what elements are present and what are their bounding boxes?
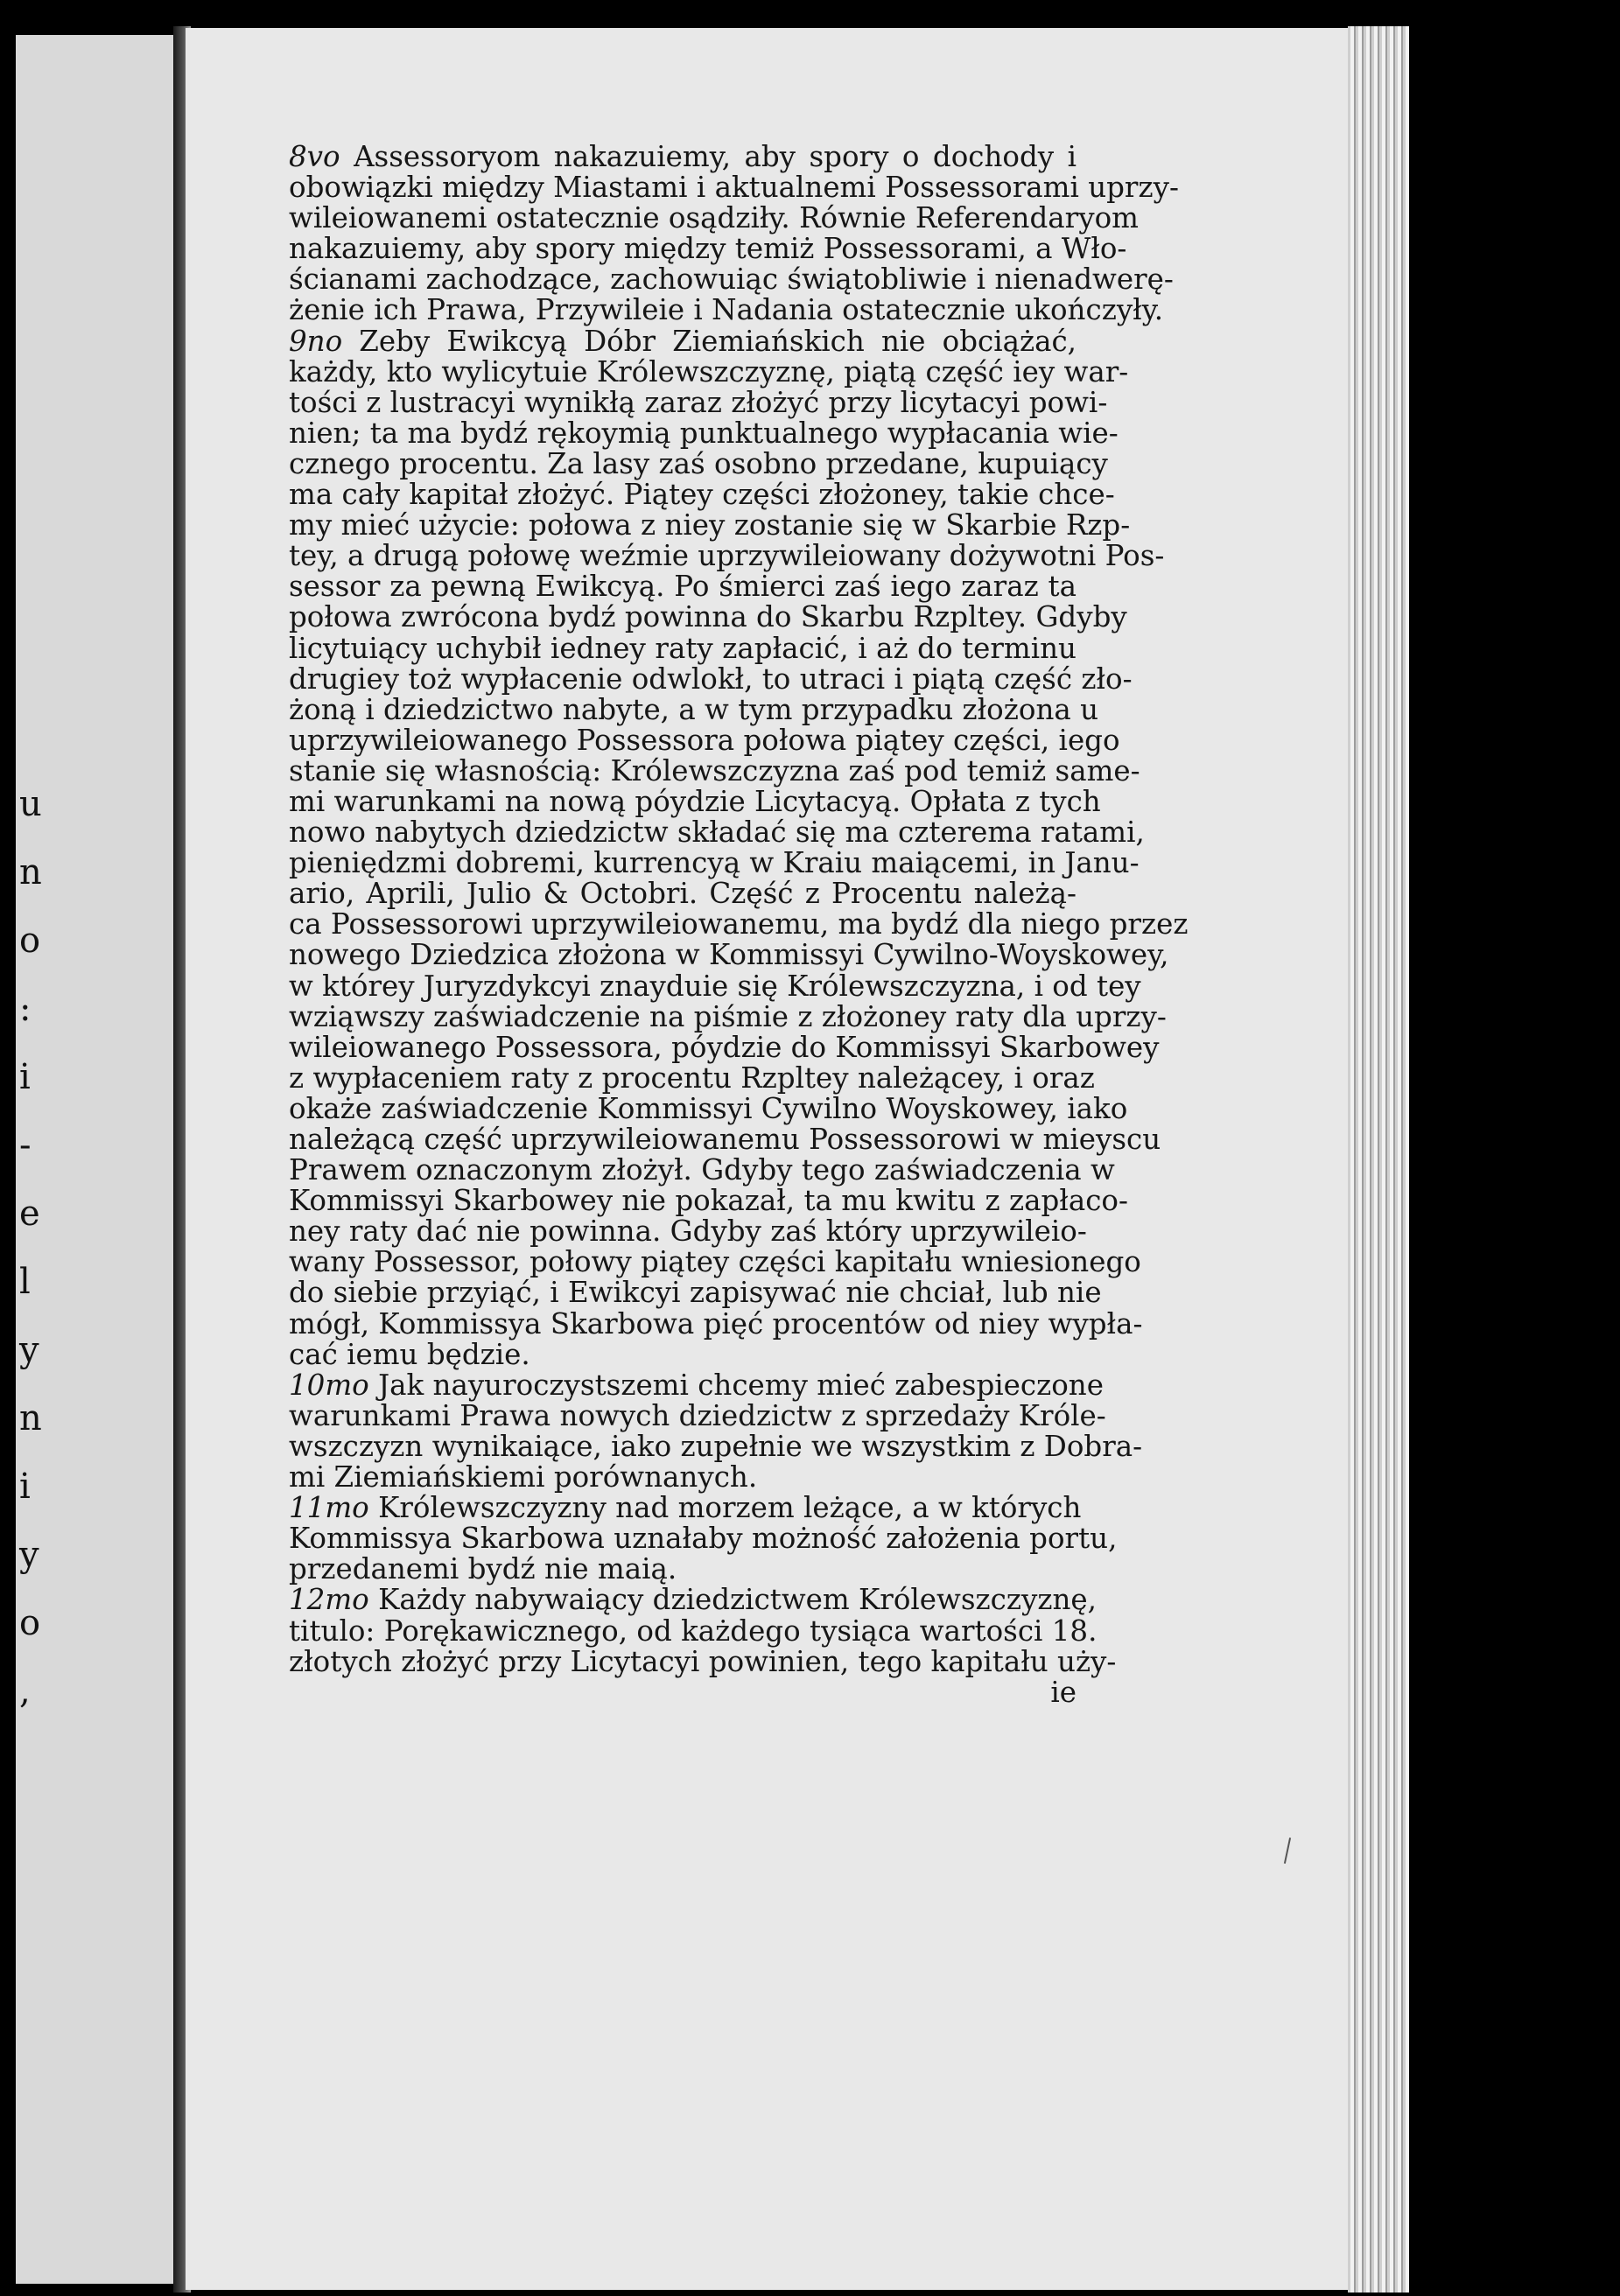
line-text: złotych złożyć przy Licytacyi powinien, tego kapitału uży- (289, 1644, 1117, 1678)
line-text: wszczyzn wynikaiące, iako zupełnie we wszystkim z Dobra- (289, 1429, 1143, 1463)
text-line (289, 142, 1076, 172)
line-text: ie (1050, 1675, 1076, 1709)
line-text: przedanemi bydź nie maią. (289, 1552, 677, 1586)
text-line (289, 1462, 1076, 1493)
page-stack-edge (1348, 26, 1409, 2292)
left-margin-mark: - (19, 1125, 32, 1166)
text-line (289, 662, 1133, 696)
left-margin-mark: l (19, 1262, 31, 1302)
text-line (289, 1123, 1161, 1156)
text-line (289, 446, 1108, 480)
line-text: ma cały kapitał złożyć. Piątey części złożoney, takie chce- (289, 478, 1115, 512)
line-text: obowiązki między Miastami i aktualnemi Possessorami uprzy- (289, 171, 1179, 205)
text-line (289, 1276, 1102, 1310)
text-line (289, 508, 1131, 542)
text-line (289, 692, 1099, 726)
line-text: Królewszczyzny nad morzem leżące, a w których (368, 1491, 1082, 1525)
left-margin-mark: n (19, 1398, 42, 1438)
left-margin-mark: : (19, 989, 32, 1029)
left-margin-mark: e (19, 1194, 40, 1234)
text-line (289, 1030, 1160, 1064)
line-text: Assessoryom nakazuiemy, aby spory o dochody i (340, 140, 1076, 173)
line-text: nowo nabytych dziedzictw składać się ma czterema ratami, (289, 816, 1145, 850)
line-text: żenie ich Prawa, Przywileie i Nadania ostatecznie ukończyły. (289, 293, 1164, 327)
line-text: należącą część uprzywileiowanemu Possessorowi w mieyscu (289, 1123, 1161, 1156)
line-text: nowego Dziedzica złożona w Kommissyi Cywilno-Woyskowey, (289, 938, 1169, 972)
line-text: mi warunkami na nową póydzie Licytacyą. Opłata z tych (289, 784, 1101, 818)
line-text: wileiowanemi ostatecznie osądziły. Równie Referendaryom (289, 201, 1139, 235)
line-text: Każdy nabywaiący dziedzictwem Królewszczyznę, (368, 1583, 1097, 1617)
previous-page-edge (16, 35, 175, 2284)
text-line (289, 1554, 1076, 1585)
line-text: do siebie przyiąć, i Ewikcyi zapisywać nie chciał, lub nie (289, 1276, 1102, 1310)
text-line (289, 1677, 1076, 1708)
left-margin-mark: o (19, 1603, 41, 1643)
text-line (289, 878, 1076, 909)
text-line (289, 1491, 1082, 1525)
text-line (289, 1398, 1106, 1432)
line-text: mógł, Kommissya Skarbowa pięć procentów od niey wypła- (289, 1306, 1143, 1340)
text-line (289, 1614, 1098, 1648)
line-text: nien; ta ma bydź rękoymią punktualnego wypłacania wie- (289, 416, 1119, 450)
left-margin-mark: i (19, 1057, 31, 1097)
line-text: wany Possessor, połowy piątey części kapitału wniesionego (289, 1245, 1141, 1279)
text-line (289, 753, 1140, 788)
line-text: Prawem oznaczonym złożył. Gdyby tego zaświadczenia w (289, 1153, 1115, 1187)
text-line (289, 1184, 1128, 1218)
text-line (289, 631, 1076, 665)
line-text: ścianami zachodzące, zachowuiąc świątobliwie i nienadwerę- (289, 262, 1174, 297)
text-line (289, 478, 1115, 512)
left-margin-mark: n (19, 852, 42, 892)
line-text: Jak nayuroczystszemi chcemy mieć zabespieczone (368, 1368, 1104, 1402)
left-margin-mark: , (19, 1671, 31, 1712)
text-line (289, 1583, 1097, 1617)
line-text: mi Ziemiańskiemi porównanych. (289, 1460, 758, 1494)
text-line (289, 262, 1174, 297)
line-text: pieniędzmi dobremi, kurrencyą w Kraiu maiącemi, in Janu- (289, 846, 1140, 880)
text-line (289, 232, 1127, 266)
text-line (289, 293, 1164, 327)
line-text: ca Possessorowi uprzywileiowanemu, ma bydź dla niego przez (289, 907, 1189, 942)
text-line (289, 1522, 1118, 1556)
line-text: sessor za pewną Ewikcyą. Po śmierci zaś iego zaraz ta (289, 570, 1076, 604)
line-text: my mieć użycie: połowa z niey zostanie się w Skarbie Rzp- (289, 508, 1131, 542)
text-line (289, 1429, 1143, 1463)
text-line (289, 326, 1076, 357)
paragraph-number: 10mo (289, 1368, 369, 1402)
text-line (289, 539, 1165, 573)
left-margin-marks (19, 770, 54, 1726)
text-line (289, 816, 1145, 850)
line-text: warunkami Prawa nowych dziedzictw z sprzedaży Króle- (289, 1398, 1106, 1432)
text-line (289, 385, 1108, 419)
left-margin-mark: y (19, 1535, 39, 1575)
text-line (289, 938, 1169, 972)
line-text: Kommissyi Skarbowey nie pokazał, ta mu kwitu z zapłaco- (289, 1184, 1128, 1218)
line-text: okaże zaświadczenie Kommissyi Cywilno Woyskowey, iako (289, 1091, 1128, 1125)
line-text: w którey Juryzdykcyi znayduie się Królewszczyzna, i od tey (289, 969, 1141, 1003)
line-text: uprzywileiowanego Possessora połowa piątey części, iego (289, 723, 1120, 757)
paragraph-number: 8vo (289, 140, 340, 173)
line-text: połowa zwrócona bydź powinna do Skarbu Rzpltey. Gdyby (289, 600, 1127, 634)
paragraph-number: 11mo (289, 1491, 369, 1525)
line-text: cznego procentu. Za lasy zaś osobno przedane, kupuiący (289, 446, 1108, 480)
line-text: cać iemu będzie. (289, 1337, 530, 1371)
text-line (289, 1153, 1115, 1187)
text-line (289, 846, 1140, 880)
text-line (289, 354, 1129, 388)
line-text: stanie się własnością: Królewszczyzna zaś pod temiż same- (289, 753, 1140, 788)
text-line (289, 600, 1127, 634)
line-text: licytuiący uchybił iedney raty zapłacić, i aż do terminu (289, 631, 1076, 665)
line-text: wileiowanego Possessora, póydzie do Kommissyi Skarbowey (289, 1030, 1160, 1064)
line-text: ney raty dać nie powinna. Gdyby zaś który uprzywileio- (289, 1214, 1087, 1249)
line-text: żoną i dziedzictwo nabyte, a w tym przypadku złożona u (289, 692, 1099, 726)
left-margin-mark: i (19, 1466, 31, 1507)
left-margin-mark: u (19, 784, 42, 824)
text-line (289, 171, 1179, 205)
text-line (289, 969, 1141, 1003)
page-text-block (289, 140, 1189, 1709)
text-line (289, 416, 1119, 450)
line-text: tości z lustracyi wynikłą zaraz złożyć przy licytacyi powi- (289, 385, 1108, 419)
text-line (289, 1337, 1076, 1371)
line-text: ario, Aprili, Julio & Octobri. Część z Procentu należą- (289, 877, 1076, 911)
left-margin-mark: o (19, 920, 41, 961)
text-line (289, 1245, 1141, 1279)
text-line (289, 1644, 1117, 1678)
text-line (289, 999, 1167, 1033)
line-text: wziąwszy zaświadczenie na piśmie z złożoney raty dla uprzy- (289, 999, 1167, 1033)
line-text: z wypłaceniem raty z procentu Rzpltey należącey, i oraz (289, 1060, 1095, 1095)
text-line (289, 1091, 1128, 1125)
line-text: titulo: Porękawicznego, od każdego tysiąca wartości 18. (289, 1614, 1098, 1648)
text-line (289, 1368, 1104, 1402)
paragraph-number: 9no (289, 324, 343, 358)
text-line (289, 784, 1101, 818)
text-line (289, 723, 1120, 757)
text-line (289, 1214, 1087, 1249)
text-line (289, 571, 1076, 602)
text-line (289, 1060, 1095, 1095)
left-margin-mark: y (19, 1330, 39, 1370)
line-text: nakazuiemy, aby spory między temiż Possessorami, a Wło- (289, 232, 1127, 266)
text-line (289, 1306, 1143, 1340)
line-text: tey, a drugą połowę weźmie uprzywileiowany dożywotni Pos- (289, 539, 1165, 573)
line-text: każdy, kto wylicytuie Królewszczyznę, piątą część iey war- (289, 354, 1129, 388)
paragraph-number: 12mo (289, 1583, 369, 1617)
text-line (289, 907, 1189, 942)
line-text: Kommissya Skarbowa uznałaby możność założenia portu, (289, 1522, 1118, 1556)
line-text: drugiey toż wypłacenie odwlokł, to utraci i piątą część zło- (289, 662, 1133, 696)
line-text: Zeby Ewikcyą Dóbr Ziemiańskich nie obciążać, (342, 324, 1076, 358)
text-line (289, 201, 1139, 235)
